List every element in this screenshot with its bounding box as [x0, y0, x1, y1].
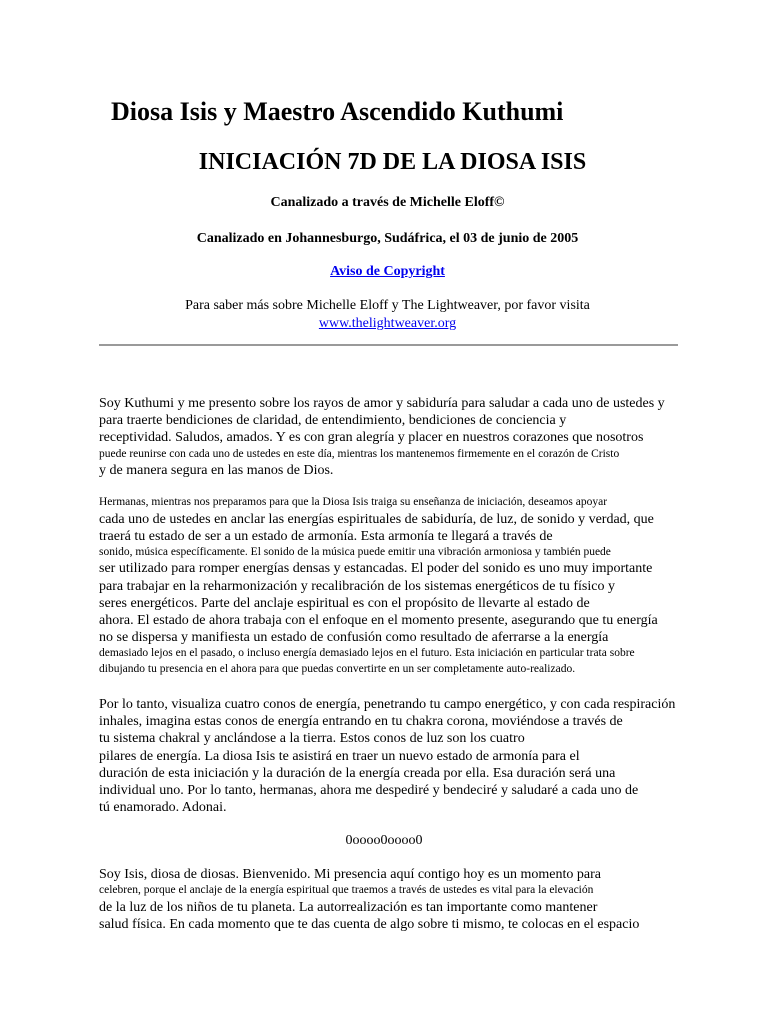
channeled-by-line: Canalizado a través de Michelle Eloff©	[270, 195, 505, 210]
text-line: inhales, imagina estas conos de energía entrando en tu chakra corona, moviéndose a través de	[99, 714, 623, 730]
document-subtitle: INICIACIÓN 7D DE LA DIOSA ISIS	[198, 149, 587, 175]
visit-text: Para saber más sobre Michelle Eloff y The Lightweaver, por favor visita	[185, 298, 590, 313]
text-line: pilares de energía. La diosa Isis te asistirá en traer un nuevo estado de armonía para el	[99, 748, 580, 764]
text-line: dibujando tu presencia en el ahora para que puedas convertirte en un ser completamente auto-realizado.	[99, 662, 576, 675]
text-line: ser utilizado para romper energías densas y estancadas. El poder del sonido es uno muy importante	[99, 561, 653, 577]
text-line: seres energéticos. Parte del anclaje espiritual es con el propósito de llevarte al estado de	[99, 595, 590, 611]
text-line: demasiado lejos en el pasado, o incluso energía demasiado lejos en el futuro. Esta iniciación en particular trata sobre	[99, 647, 635, 660]
text-line: salud física. En cada momento que te das cuenta de algo sobre ti mismo, te colocas en el espacio	[99, 916, 640, 932]
document-title: Diosa Isis y Maestro Ascendido Kuthumi	[111, 97, 564, 126]
text-line: y de manera segura en las manos de Dios.	[99, 463, 334, 479]
text-line: de la luz de los niños de tu planeta. La autorrealización es tan importante como mantener	[99, 899, 598, 915]
text-line: puede reunirse con cada uno de ustedes en este día, mientras los mantenemos firmemente en el corazón de Cristo	[99, 447, 620, 460]
text-line: Por lo tanto, visualiza cuatro conos de energía, penetrando tu campo energético, y con cada respiración	[99, 697, 676, 712]
copyright-line	[0, 263, 768, 281]
paragraph-energy-cones	[99, 696, 699, 816]
text-line: tú enamorado. Adonai.	[99, 800, 227, 816]
text-line: ahora. El estado de ahora trabaja con el enfoque en el momento presente, asegurando que tu energía	[99, 612, 658, 628]
text-line: traerá tu estado de ser a un estado de armonía. Esta armonía te llegará a través de	[99, 528, 553, 544]
text-line: Soy Isis, diosa de diosas. Bienvenido. Mi presencia aquí contigo hoy es un momento para	[99, 867, 601, 882]
section-separator: 0oooo0oooo0	[345, 833, 423, 848]
text-line: cada uno de ustedes en anclar las energías espirituales de sabiduría, de luz, de sonido y verdad, que	[99, 511, 654, 527]
text-line: individual uno. Por lo tanto, hermanas, ahora me despediré y bendeciré y saludaré a cada uno de	[99, 782, 639, 798]
text-line: duración de esta iniciación y la duración de la energía creada por ella. Esa duración será una	[99, 765, 616, 781]
text-line: Soy Kuthumi y me presento sobre los rayos de amor y sabiduría para saludar a cada uno de ustedes y	[99, 396, 665, 411]
text-line: tu sistema chakral y anclándose a la tierra. Estos conos de luz son los cuatro	[99, 731, 525, 747]
text-line: receptividad. Saludos, amados. Y es con gran alegría y placer en nuestros corazones que nosotros	[99, 430, 644, 446]
website-link[interactable]: www.thelightweaver.org	[318, 316, 457, 331]
channeled-in-line: Canalizado en Johannesburgo, Sudáfrica, el 03 de junio de 2005	[196, 231, 579, 246]
text-line: Hermanas, mientras nos preparamos para que la Diosa Isis traiga su enseñanza de iniciación, deseamos apoyar	[99, 496, 608, 508]
paragraph-sound-harmony	[99, 495, 699, 677]
website-line	[0, 315, 768, 333]
text-line: no se dispersa y manifiesta un estado de confusión como resultado de aferrarse a la energía	[99, 630, 609, 646]
copyright-link[interactable]: Aviso de Copyright	[330, 264, 445, 279]
text-line: sonido, música específicamente. El sonido de la música puede emitir una vibración armoniosa y también puede	[99, 545, 611, 558]
paragraph-isis-welcome	[99, 866, 699, 933]
text-line: para trabajar en la reharmonización y recalibración de los sistemas energéticos de tu físico y	[99, 578, 615, 594]
horizontal-divider	[99, 344, 678, 346]
paragraph-kuthumi-greeting	[99, 395, 699, 479]
text-line: para traerte bendiciones de claridad, de entendimiento, bendiciones de conciencia y	[99, 413, 567, 429]
text-line: celebren, porque el anclaje de la energía espiritual que traemos a través de ustedes es vital para la elevación	[99, 884, 594, 897]
